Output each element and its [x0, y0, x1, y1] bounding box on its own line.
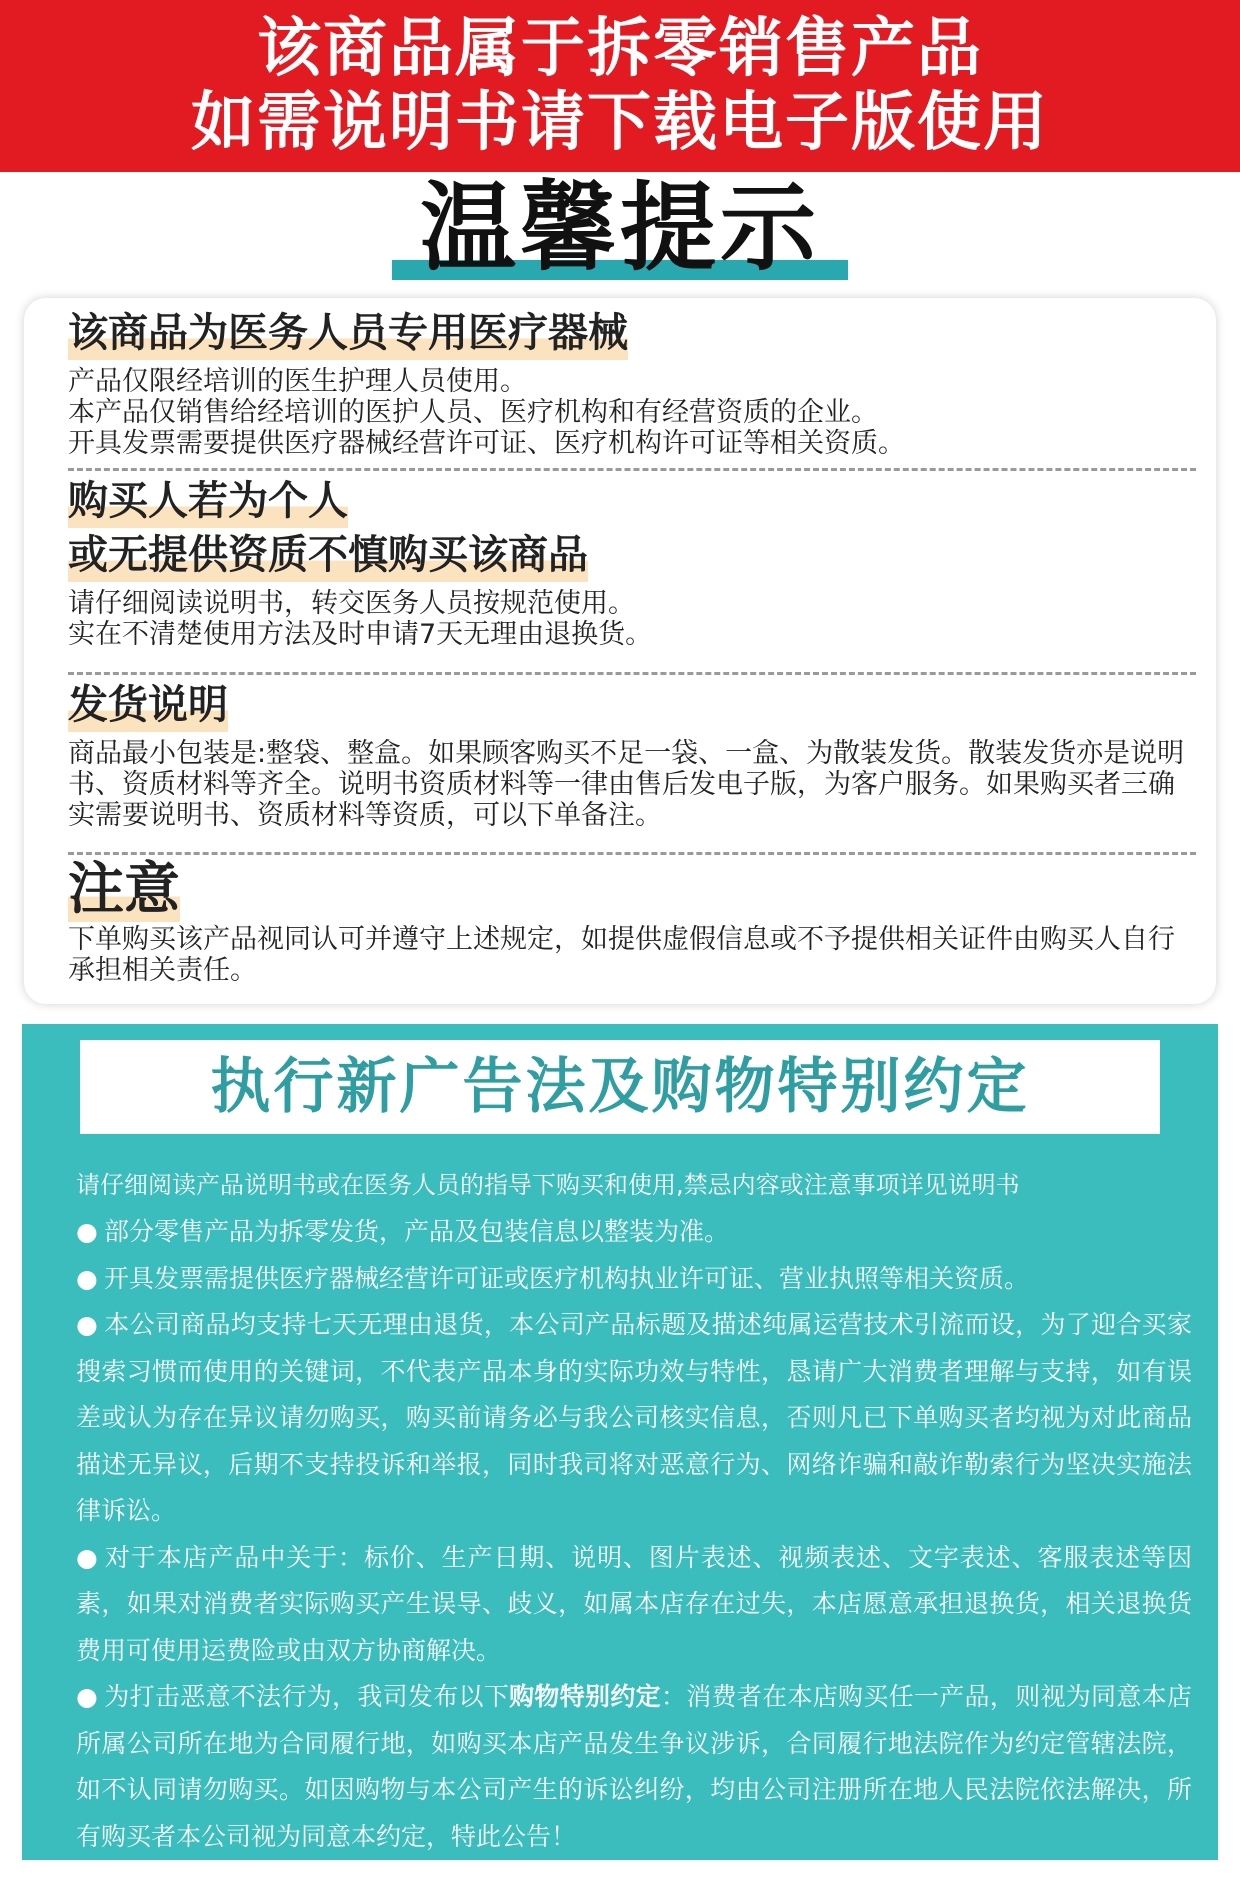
special-agreement-header [80, 1040, 1160, 1134]
banner-line-2: 如需说明书请下载电子版使用 [191, 86, 1049, 160]
notice-line: 产品仅限经培训的医生护理人员使用。 [68, 366, 527, 397]
special-item: ● 为打击恶意不法行为，我司发布以下购物特别约定：消费者在本店购买任一产品，则视为同意本店所属公司所在地为合同履行地，如购买本店产品发生争议涉诉，合同履行地法院作为约定管辖法院，如不认同请勿购买。如因购物与本公司产生的诉讼纠纷，均由公司注册所在地人民法院依法解决，所有购买者本公司视为同意本约定，特此公告！ [76, 1674, 1192, 1860]
notice-section-medical [68, 306, 1188, 459]
special-intro: 请仔细阅读产品说明书或在医务人员的指导下购买和使用,禁忌内容或注意事项详见说明书 [76, 1171, 1020, 1199]
notice-line: 实在不清楚使用方法及时申请7天无理由退换货。 [68, 619, 653, 650]
attention-text: 下单购买该产品视同认可并遵守上述规定，如提供虚假信息或不予提供相关证件由购买人自行承担相关责任。 [68, 924, 1175, 986]
bullet-icon: ● [76, 1310, 98, 1339]
tip-title-block [0, 172, 1240, 286]
dashed-divider [68, 852, 1196, 855]
banner-line-1: 该商品属于拆零销售产品 [257, 12, 983, 86]
section-heading-shipping: 发货说明 [68, 678, 228, 732]
notice-section-attention [68, 858, 1188, 986]
dashed-divider [68, 468, 1196, 471]
tip-title: 温馨提示 [420, 172, 820, 284]
bullet-icon: ● [76, 1263, 98, 1293]
section-heading-individual: 购买人若为个人 [68, 474, 348, 528]
shipping-text: 商品最小包装是:整袋、整盒。如果顾客购买不足一袋、一盒、为散装发货。散装发货亦是说明书、资质材料等齐全。说明书资质材料等一律由售后发电子版，为客户服务。如果购买者三确实需要说明书、资质材料等资质，可以下单备注。 [68, 738, 1185, 831]
special-agreement-emphasis: 购物特别约定 [509, 1682, 661, 1711]
section-heading-medical: 该商品为医务人员专用医疗器械 [68, 306, 628, 360]
notice-line: 本产品仅销售给经培训的医护人员、医疗机构和有经营资质的企业。 [68, 397, 878, 428]
special-agreement-title: 执行新广告法及购物特别约定 [210, 1052, 1030, 1122]
dashed-divider [68, 672, 1196, 675]
top-banner [0, 0, 1240, 172]
section-heading-no-qualification: 或无提供资质不慎购买该商品 [68, 528, 588, 582]
special-item: ● 本公司商品均支持七天无理由退货，本公司产品标题及描述纯属运营技术引流而设，为了迎合买家搜索习惯而使用的关键词，不代表产品本身的实际功效与特性，恳请广大消费者理解与支持，如有误差或认为存在异议请勿购买，购买前请务必与我公司核实信息，否则凡已下单购买者均视为对此商品描述无异议，后期不支持投诉和举报，同时我司将对恶意行为、网络诈骗和敲诈勒索行为坚决实施法律诉讼。 [76, 1302, 1192, 1535]
special-item: ● 对于本店产品中关于：标价、生产日期、说明、图片表述、视频表述、文字表述、客服表述等因素，如果对消费者实际购买产生误导、歧义，如属本店存在过失，本店愿意承担退换货，相关退换货费用可使用运费险或由双方协商解决。 [76, 1535, 1192, 1675]
notice-section-individual [68, 474, 1188, 650]
notice-line: 开具发票需要提供医疗器械经营许可证、医疗机构许可证等相关资质。 [68, 428, 905, 459]
special-item: ● 部分零售产品为拆零发货，产品及包装信息以整装为准。 [76, 1209, 1192, 1256]
notice-section-shipping [68, 678, 1188, 831]
bullet-icon: ● [76, 1682, 98, 1711]
special-item: ● 开具发票需提供医疗器械经营许可证或医疗机构执业许可证、营业执照等相关资质。 [76, 1256, 1192, 1303]
special-agreement-panel [22, 1024, 1218, 1860]
special-items [76, 1209, 1192, 1860]
bullet-icon: ● [76, 1217, 98, 1246]
notice-line: 请仔细阅读说明书，转交医务人员按规范使用。 [68, 588, 635, 619]
section-heading-attention: 注意 [68, 857, 180, 922]
bullet-icon: ● [76, 1542, 98, 1572]
notice-card [24, 298, 1216, 1004]
